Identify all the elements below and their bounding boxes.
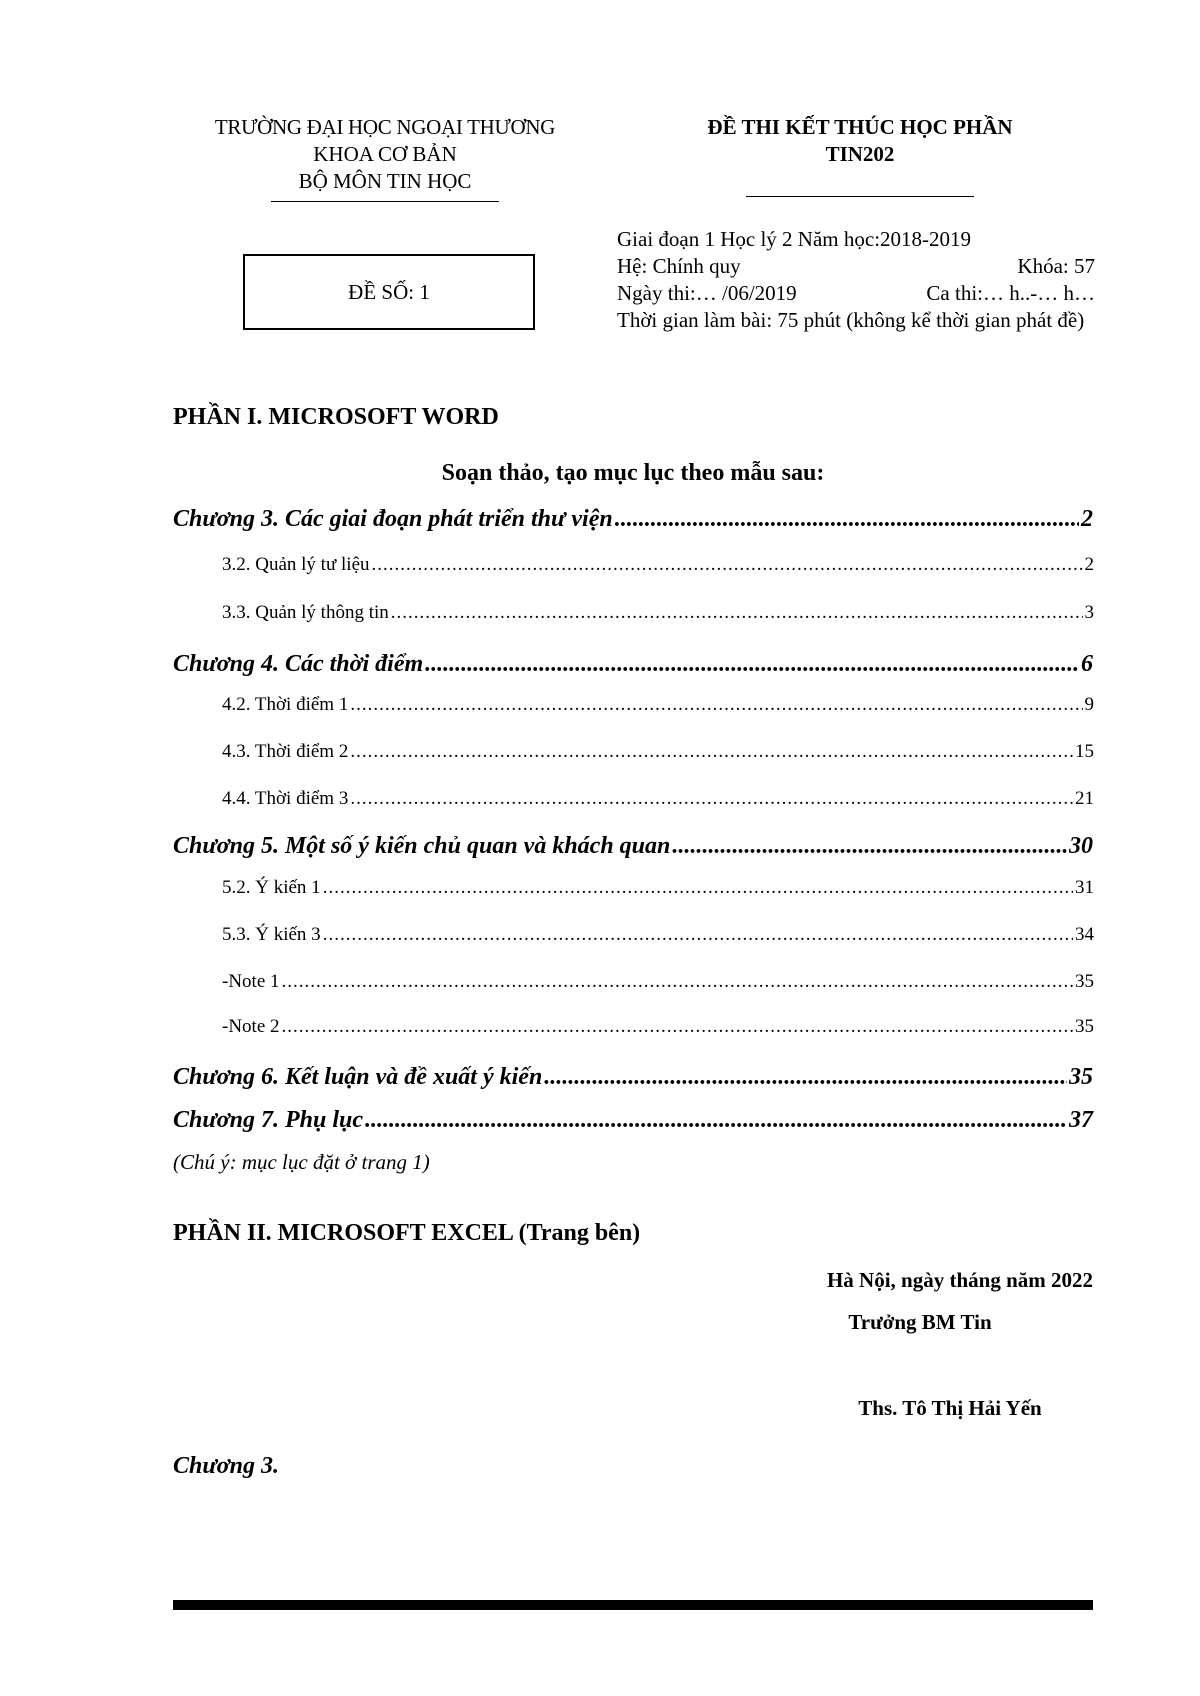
toc-page-number: 2 xyxy=(1081,506,1093,532)
toc-entry-label: Chương 7. Phụ lục xyxy=(173,1107,363,1133)
signature-place-date: Hà Nội, ngày tháng năm 2022 xyxy=(826,1268,1093,1292)
toc-leader-dots xyxy=(425,651,1079,678)
toc-page-number: 9 xyxy=(1084,694,1094,715)
toc-leader-dots xyxy=(544,1064,1067,1091)
exam-system-row xyxy=(617,253,1095,280)
toc-page-number: 15 xyxy=(1075,741,1094,762)
toc-entry-label: -Note 2 xyxy=(222,1016,280,1037)
toc-entry-label: Chương 6. Kết luận và đề xuất ý kiến xyxy=(173,1064,543,1090)
toc-entry-label: 5.3. Ý kiến 3 xyxy=(222,924,321,945)
toc-leader-dots xyxy=(323,877,1073,899)
signature-role: Trưởng BM Tin xyxy=(848,1310,992,1334)
toc-section-row xyxy=(222,741,1094,763)
exam-date: Ngày thi:… /06/2019 xyxy=(617,281,797,305)
toc-section-row xyxy=(222,694,1094,716)
exam-cohort: Khóa: 57 xyxy=(1017,254,1095,278)
header-left-rule xyxy=(271,201,499,202)
toc-page-number: 2 xyxy=(1084,554,1094,575)
toc-leader-dots xyxy=(282,1016,1073,1038)
part1-title: PHẦN I. MICROSOFT WORD xyxy=(173,404,499,430)
faculty-name: KHOA CƠ BẢN xyxy=(313,142,457,166)
toc-page-number: 30 xyxy=(1069,833,1093,859)
toc-entry-label: 4.3. Thời điểm 2 xyxy=(222,741,349,762)
toc-leader-dots xyxy=(350,741,1073,763)
duration-note: (không kể thời gian phát đề) xyxy=(841,308,1085,332)
exam-number: ĐỀ SỐ: 1 xyxy=(348,279,430,304)
toc-section-row xyxy=(222,788,1094,810)
toc-chapter-row xyxy=(173,833,1093,860)
toc-page-number: 6 xyxy=(1081,651,1093,677)
exam-period: Giai đoạn 1 Học lý 2 Năm học:2018-2019 xyxy=(617,227,972,251)
toc-leader-dots xyxy=(282,971,1073,993)
header-right-rule xyxy=(746,196,974,197)
toc-page-number: 21 xyxy=(1075,788,1094,809)
toc-entry-label: 3.2. Quản lý tư liệu xyxy=(222,554,370,575)
toc-entry-label: 3.3. Quản lý thông tin xyxy=(222,602,389,623)
signature-name: Ths. Tô Thị Hải Yến xyxy=(858,1396,1042,1420)
toc-leader-dots xyxy=(365,1107,1067,1134)
toc-section-row xyxy=(222,554,1094,576)
exam-system: Hệ: Chính quy xyxy=(617,254,741,278)
toc-entry-label: Chương 3. Các giai đoạn phát triển thư viện xyxy=(173,506,613,532)
exam-number-box xyxy=(243,254,535,330)
toc-leader-dots xyxy=(672,833,1067,860)
duration-label: Thời gian làm bài: xyxy=(617,308,778,332)
toc-leader-dots xyxy=(391,602,1083,624)
exam-duration xyxy=(617,307,1095,334)
toc-page-number: 35 xyxy=(1075,1016,1094,1037)
school-name: TRƯỜNG ĐẠI HỌC NGOẠI THƯƠNG xyxy=(214,115,556,139)
toc-section-row xyxy=(222,877,1094,899)
footer-heading: Chương 3. xyxy=(173,1453,279,1479)
toc-entry-label: 4.2. Thời điểm 1 xyxy=(222,694,349,715)
toc-leader-dots xyxy=(372,554,1083,576)
exam-title: ĐỀ THI KẾT THÚC HỌC PHẦN xyxy=(707,115,1013,139)
toc-chapter-row xyxy=(173,1064,1093,1091)
part2-title: PHẦN II. MICROSOFT EXCEL (Trang bên) xyxy=(173,1220,641,1246)
exam-shift: Ca thi:… h..-… h… xyxy=(926,281,1095,305)
toc-section-row xyxy=(222,1016,1094,1038)
toc-entry-label: Chương 5. Một số ý kiến chủ quan và khách quan xyxy=(173,833,671,859)
toc-section-row xyxy=(222,971,1094,993)
toc-leader-dots xyxy=(615,506,1079,533)
toc-chapter-row xyxy=(173,1107,1093,1134)
toc-page-number: 35 xyxy=(1069,1064,1093,1090)
toc-note: (Chú ý: mục lục đặt ở trang 1) xyxy=(173,1150,430,1174)
toc-page-number: 31 xyxy=(1075,877,1094,898)
toc-entry-label: -Note 1 xyxy=(222,971,280,992)
toc-leader-dots xyxy=(350,694,1082,716)
toc-chapter-row xyxy=(173,506,1093,533)
toc-page-number: 3 xyxy=(1084,602,1094,623)
exam-date-row xyxy=(617,280,1095,307)
exam-header xyxy=(650,114,1070,197)
toc-leader-dots xyxy=(350,788,1073,810)
toc-page-number: 37 xyxy=(1069,1107,1093,1133)
toc-leader-dots xyxy=(323,924,1073,946)
course-code: TIN202 xyxy=(825,142,895,166)
toc-section-row xyxy=(222,924,1094,946)
toc-chapter-row xyxy=(173,651,1093,678)
toc-entry-label: Chương 4. Các thời điểm xyxy=(173,651,424,677)
department-name: BỘ MÔN TIN HỌC xyxy=(298,169,472,193)
toc-entry-label: 4.4. Thời điểm 3 xyxy=(222,788,349,809)
school-header xyxy=(175,114,595,202)
toc-section-row xyxy=(222,602,1094,624)
part1-instruction: Soạn thảo, tạo mục lục theo mẫu sau: xyxy=(441,460,825,486)
duration-value: 75 phút xyxy=(777,308,841,332)
exam-info xyxy=(617,226,1095,334)
bottom-rule xyxy=(173,1600,1093,1610)
toc-entry-label: 5.2. Ý kiến 1 xyxy=(222,877,321,898)
toc-page-number: 34 xyxy=(1075,924,1094,945)
toc-page-number: 35 xyxy=(1075,971,1094,992)
